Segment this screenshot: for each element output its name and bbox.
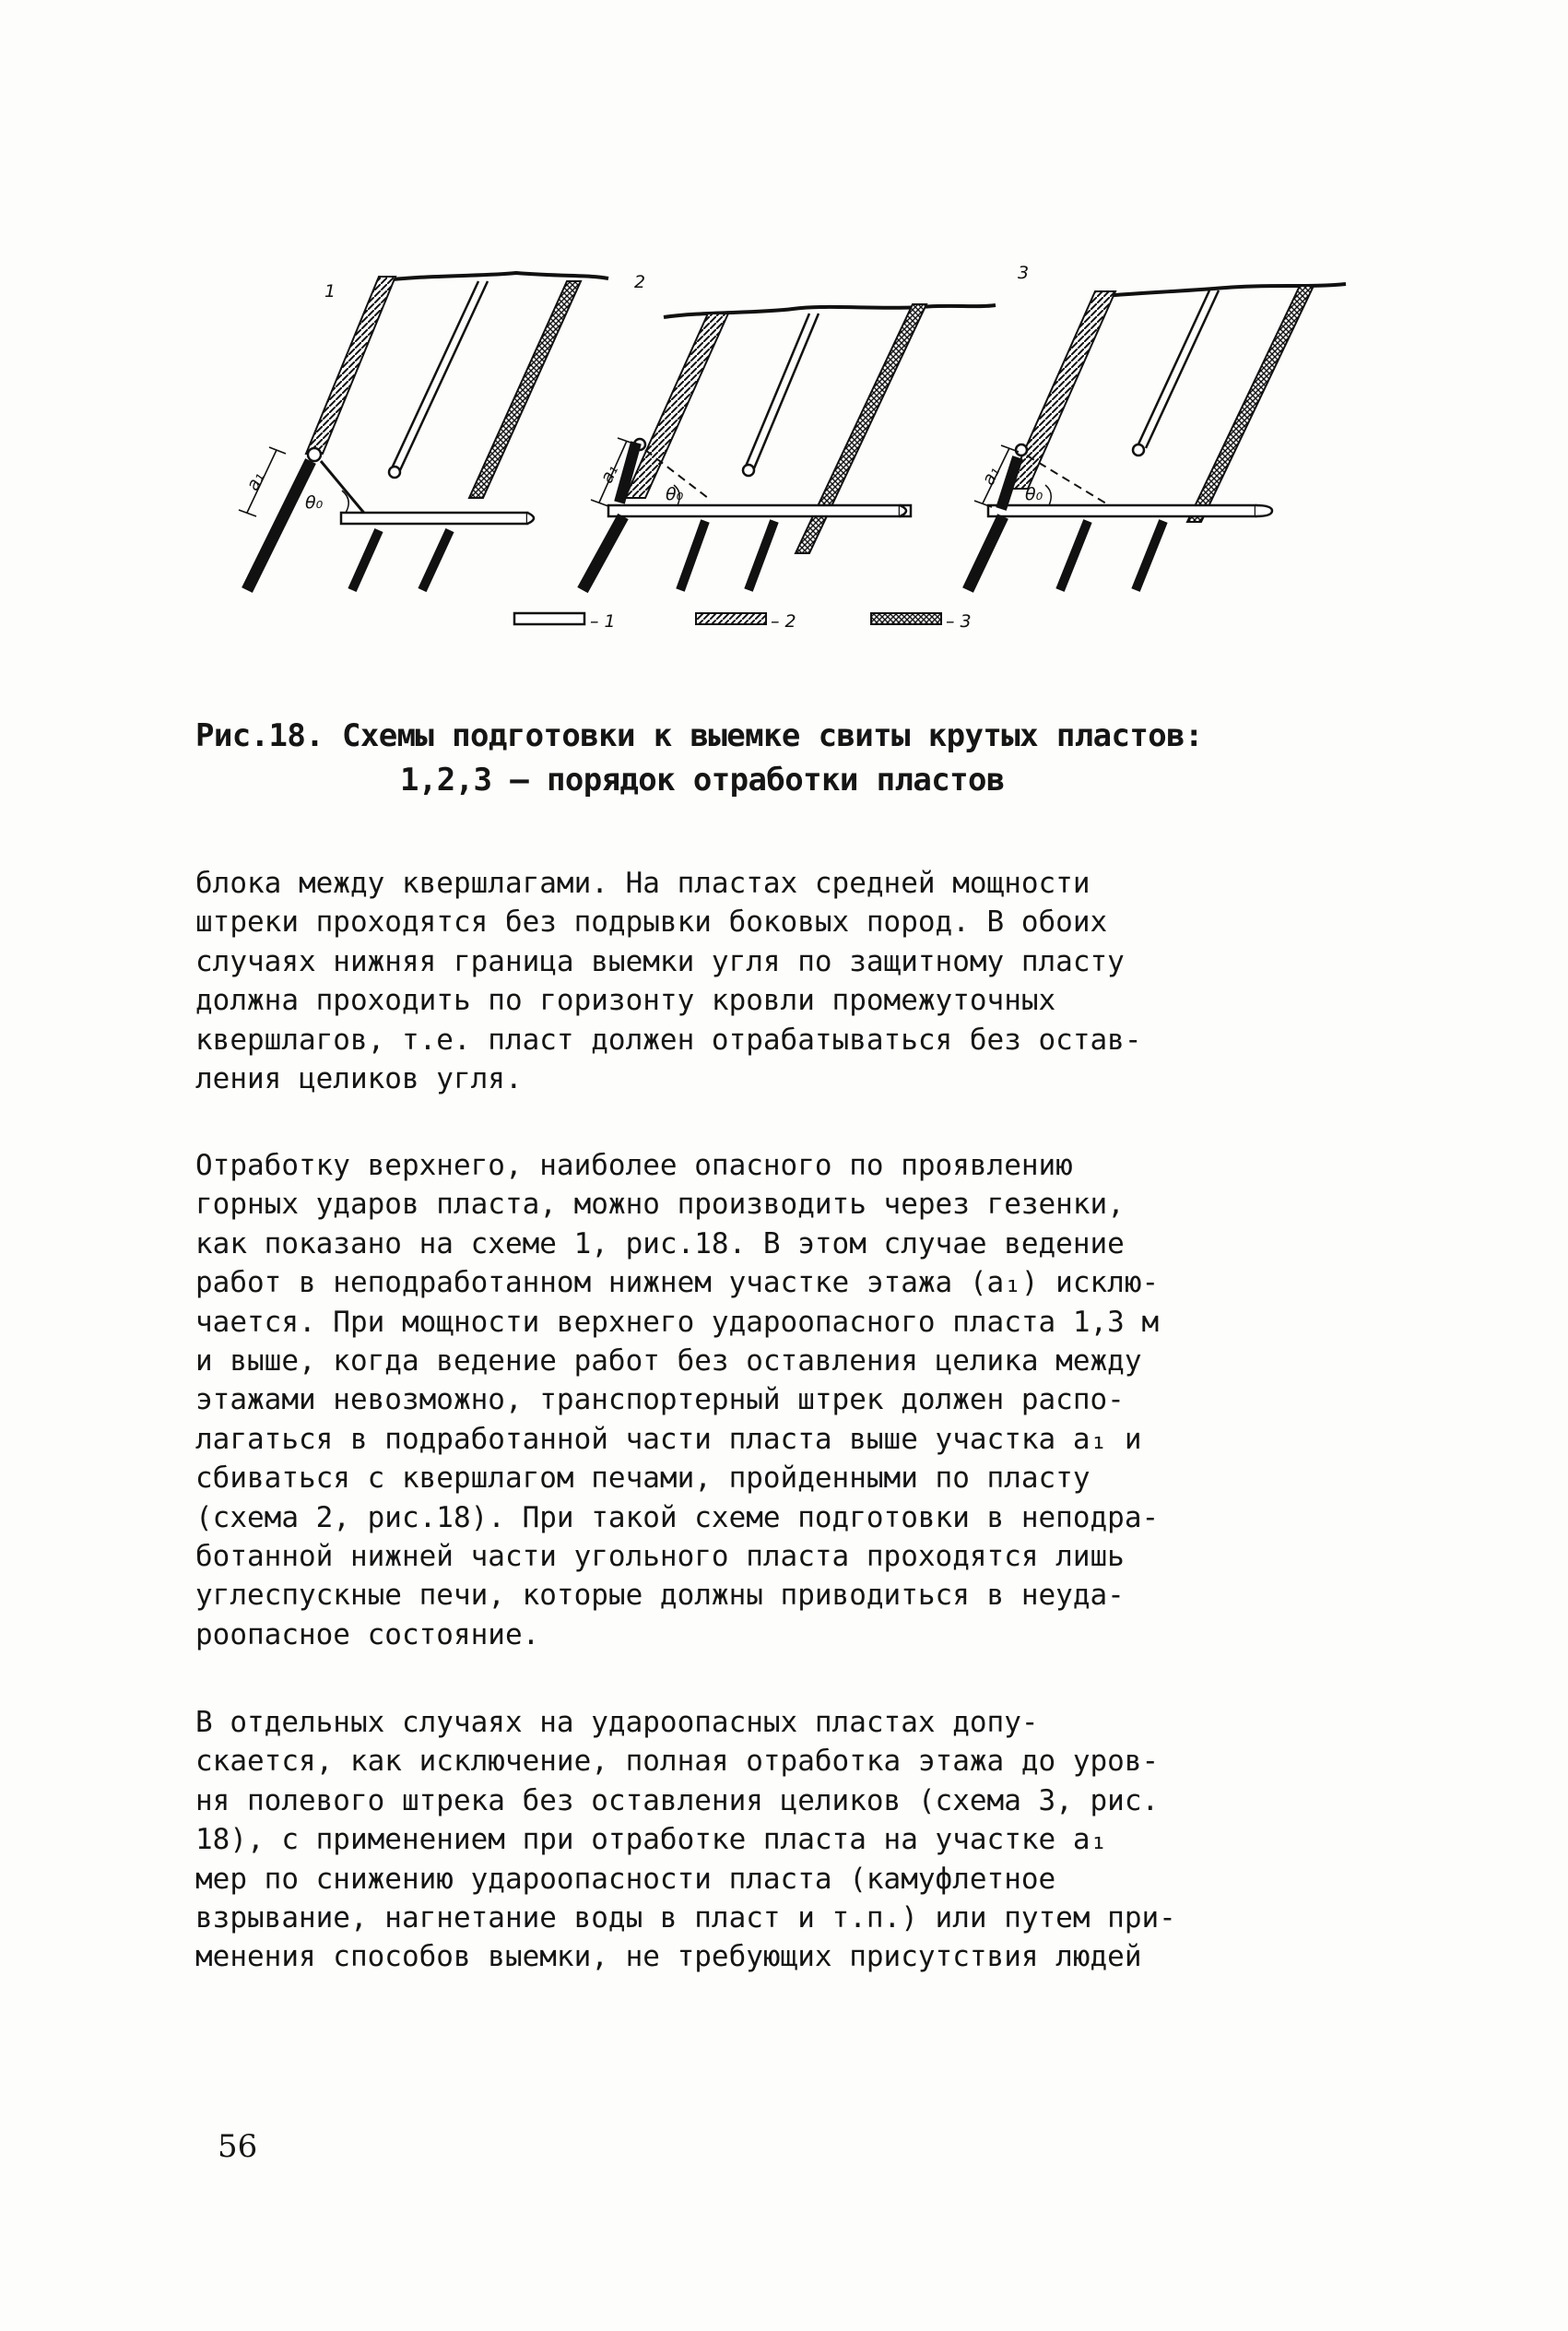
- paragraph-3-line: 18), с применением при отработке пласта на участке a₁: [195, 1823, 1108, 1857]
- paragraph-2-line: Отработку верхнего, наиболее опасного по проявлению: [195, 1149, 1073, 1182]
- scheme-label-3: 3: [1018, 263, 1030, 283]
- paragraph-2-line: ботанной нижней части угольного пласта проходятся лишь: [195, 1540, 1125, 1573]
- paragraph-2-line: этажами невозможно, транспортерный штрек должен распо-: [195, 1383, 1125, 1417]
- paragraph-1-line: квершлагов, т.е. пласт должен отрабатываться без остав-: [195, 1023, 1142, 1057]
- mining-schemes-figure: [0, 0, 1568, 664]
- figure-legend: [514, 611, 972, 632]
- legend-label-1: – 1: [590, 611, 616, 632]
- paragraph-1-line: должна проходить по горизонту кровли промежуточных: [195, 984, 1056, 1018]
- figure-caption-line-2: 1,2,3 – порядок отработки пластов: [400, 762, 1005, 799]
- legend-swatch-3: [871, 613, 941, 624]
- scheme-2: [583, 272, 996, 590]
- paragraph-2-line: углеспускные печи, которые должны приводиться в неуда-: [195, 1579, 1125, 1613]
- svg-text:a₁: a₁: [595, 461, 623, 487]
- legend-swatch-2: [696, 613, 766, 624]
- paragraph-2-line: (схема 2, рис.18). При такой схеме подготовки в неподра-: [195, 1500, 1160, 1534]
- paragraph-3-line: взрывание, нагнетание воды в пласт и т.п.) или путем при-: [195, 1901, 1176, 1935]
- paragraph-2-line: чается. При мощности верхнего удароопасного пласта 1,3 м: [195, 1305, 1160, 1339]
- paragraph-1-line: блока между квершлагами. На пластах средней мощности: [195, 867, 1091, 900]
- paragraph-3-line: скается, как исключение, полная отработка этажа до уров-: [195, 1745, 1160, 1779]
- paragraph-1-line: ления целиков угля.: [195, 1062, 523, 1095]
- paragraph-2-line: и выше, когда ведение работ без оставления целика между: [195, 1344, 1142, 1378]
- svg-text:θ₀: θ₀: [666, 484, 684, 504]
- paragraph-3-line: мер по снижению удароопасности пласта (камуфлетное: [195, 1862, 1056, 1896]
- scheme-3: [968, 263, 1346, 590]
- paragraph-1-line: штреки проходятся без подрывки боковых пород. В обоих: [195, 905, 1108, 940]
- paragraph-3-line: менения способов выемки, не требующих присутствия людей: [195, 1940, 1142, 1974]
- paragraph-2-line: лагаться в подработанной части пласта выше участка a₁ и: [195, 1422, 1142, 1456]
- paragraph-2-line: работ в неподработанном нижнем участке этажа (a₁) исклю-: [195, 1266, 1160, 1300]
- svg-text:a₁: a₁: [977, 463, 1005, 489]
- paragraph-2-line: горных ударов пласта, можно производить через гезенки,: [195, 1188, 1125, 1222]
- paragraph-3-line: ня полевого штрека без оставления целиков (схема 3, рис.: [195, 1783, 1160, 1817]
- paragraph-2-line: роопасное состояние.: [195, 1617, 540, 1651]
- paragraph-3-line: В отдельных случаях на удароопасных пластах допу-: [195, 1706, 1039, 1739]
- figure-caption-line-1: Рис.18. Схемы подготовки к выемке свиты крутых пластов:: [195, 717, 1203, 754]
- legend-label-2: – 2: [771, 611, 796, 632]
- scheme-label-2: 2: [634, 272, 646, 292]
- legend-label-3: – 3: [946, 611, 972, 632]
- svg-text:a₁: a₁: [242, 468, 269, 494]
- page-number: 56: [218, 2128, 258, 2165]
- paragraph-2-line: сбиваться с квершлагом печами, пройденными по пласту: [195, 1461, 1091, 1496]
- scheme-1: [239, 273, 608, 590]
- scheme-label-1: 1: [324, 281, 336, 302]
- paragraph-2-line: как показано на схеме 1, рис.18. В этом случае ведение: [195, 1226, 1125, 1260]
- legend-swatch-1: [514, 613, 584, 624]
- svg-text:θ₀: θ₀: [305, 492, 324, 513]
- paragraph-1-line: случаях нижняя граница выемки угля по защитному пласту: [195, 944, 1125, 978]
- svg-text:θ₀: θ₀: [1025, 484, 1043, 504]
